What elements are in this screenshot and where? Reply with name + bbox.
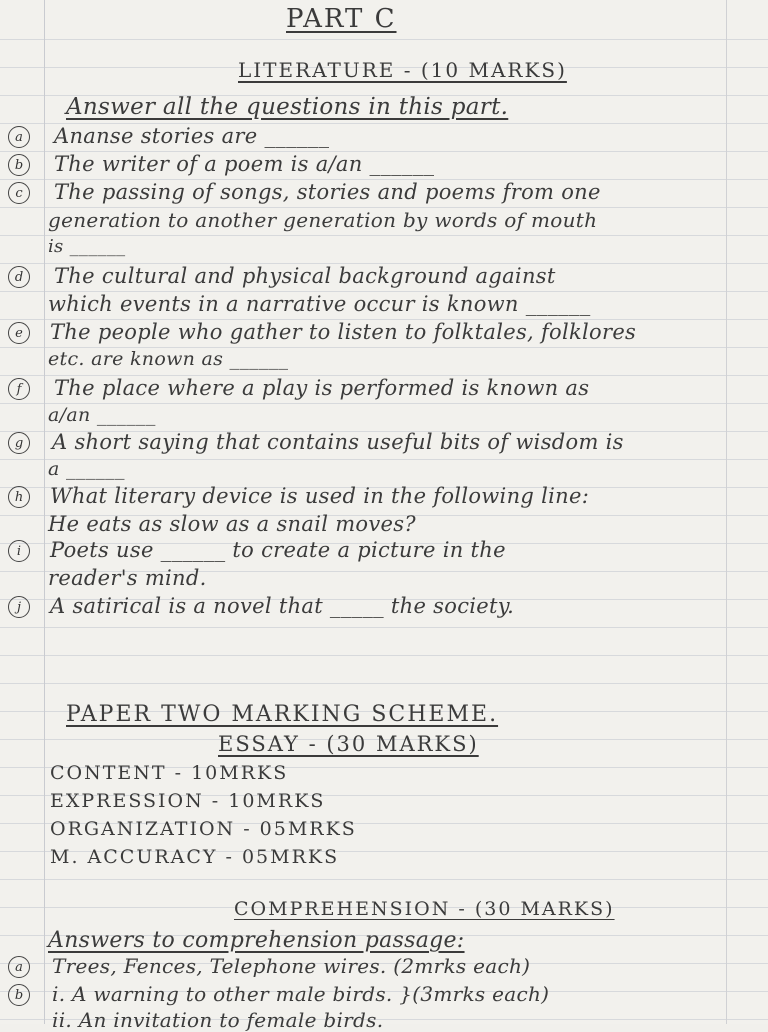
question-e-line-2: etc. are known as ______ <box>48 348 289 370</box>
answer-label-b: b <box>8 984 30 1006</box>
page-edge-line <box>726 0 727 1024</box>
question-e-line-1: The people who gather to listen to folktales, folklores <box>50 320 637 344</box>
question-label-j: j <box>8 596 30 618</box>
question-g-line-1: A short saying that contains useful bits of wisdom is <box>52 430 624 454</box>
part-title: PART C <box>286 4 397 34</box>
essay-item-organization: ORGANIZATION - 05MRKS <box>50 818 357 840</box>
margin-line <box>44 0 45 1024</box>
question-g-line-2: a ______ <box>48 458 125 480</box>
question-label-g: g <box>8 432 30 454</box>
question-label-c: c <box>8 182 30 204</box>
question-i-line-1: Poets use ______ to create a picture in the <box>50 538 506 562</box>
question-c-line-3: is ______ <box>48 236 126 257</box>
question-j-line-1: A satirical is a novel that _____ the society. <box>50 594 515 618</box>
question-h-line-2: He eats as slow as a snail moves? <box>48 512 416 536</box>
question-label-b: b <box>8 154 30 176</box>
instruction: Answer all the questions in this part. <box>66 94 509 120</box>
question-c-line-1: The passing of songs, stories and poems from one <box>54 180 601 204</box>
question-a-line-1: Ananse stories are ______ <box>54 124 330 148</box>
question-label-d: d <box>8 266 30 288</box>
question-f-line-1: The place where a play is performed is known as <box>54 376 590 400</box>
question-label-i: i <box>8 540 30 562</box>
answer-label-a: a <box>8 956 30 978</box>
question-c-line-2: generation to another generation by words of mouth <box>48 208 598 232</box>
question-label-f: f <box>8 378 30 400</box>
question-label-h: h <box>8 486 30 508</box>
essay-item-content: CONTENT - 10MRKS <box>50 762 289 784</box>
question-label-e: e <box>8 322 30 344</box>
literature-heading: LITERATURE - (10 MARKS) <box>238 58 567 82</box>
question-b-line-1: The writer of a poem is a/an ______ <box>54 152 435 176</box>
comprehension-heading: COMPREHENSION - (30 MARKS) <box>234 898 615 920</box>
comprehension-instruction: Answers to comprehension passage: <box>48 928 465 953</box>
question-d-line-2: which events in a narrative occur is known ______ <box>48 292 591 316</box>
essay-item-expression: EXPRESSION - 10MRKS <box>50 790 326 812</box>
scheme-heading: PAPER TWO MARKING SCHEME. <box>66 702 499 727</box>
answer-a: Trees, Fences, Telephone wires. (2mrks each) <box>52 954 531 978</box>
question-i-line-2: reader's mind. <box>48 566 207 590</box>
question-d-line-1: The cultural and physical background against <box>54 264 556 288</box>
question-h-line-1: What literary device is used in the following line: <box>50 484 590 508</box>
question-f-line-2: a/an ______ <box>48 404 156 426</box>
question-label-a: a <box>8 126 30 148</box>
answer-b-i: i. A warning to other male birds. }(3mrks each) <box>52 982 550 1006</box>
essay-heading: ESSAY - (30 MARKS) <box>218 732 479 756</box>
answer-b-ii: ii. An invitation to female birds. <box>52 1008 384 1032</box>
essay-item-accuracy: M. ACCURACY - 05MRKS <box>50 846 340 868</box>
